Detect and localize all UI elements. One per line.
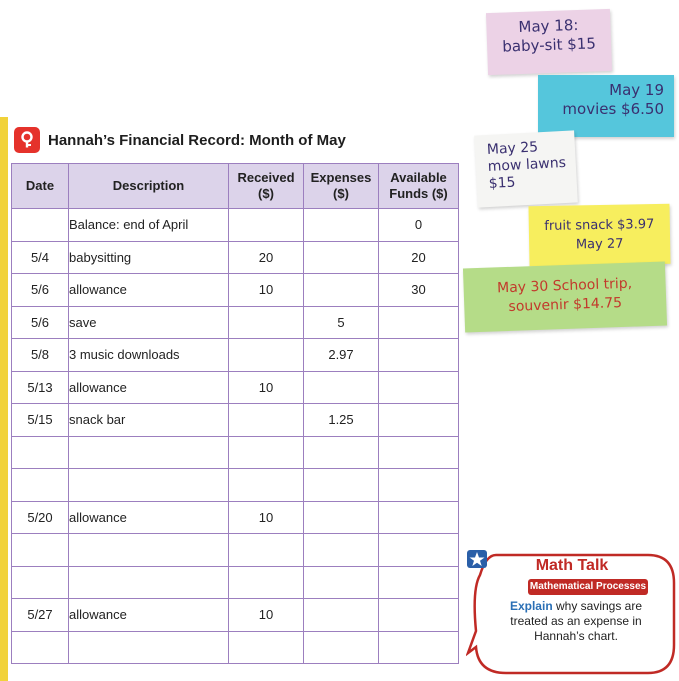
table-row bbox=[12, 274, 459, 307]
expenses-cell bbox=[304, 599, 379, 632]
note-line: May 27 bbox=[575, 236, 624, 253]
column-header-label: Funds ($) bbox=[389, 186, 448, 201]
column-header bbox=[12, 164, 69, 209]
math-talk-prompt bbox=[490, 599, 662, 644]
expenses-cell bbox=[304, 631, 379, 664]
note-line: souvenir $14.75 bbox=[508, 295, 623, 315]
column-header-label: Date bbox=[25, 178, 55, 193]
expenses-cell bbox=[304, 241, 379, 274]
received-cell: 10 bbox=[229, 501, 304, 534]
received-cell bbox=[229, 631, 304, 664]
received-cell bbox=[229, 209, 304, 242]
note-line: May 25 bbox=[486, 139, 539, 159]
table-row bbox=[12, 534, 459, 567]
math-talk-title: Math Talk bbox=[535, 557, 609, 574]
sticky-note-school-trip bbox=[463, 261, 667, 332]
received-cell: 10 bbox=[229, 371, 304, 404]
table-heading bbox=[14, 123, 346, 157]
math-talk-badge: Mathematical Processes bbox=[528, 579, 648, 595]
description-cell: allowance bbox=[69, 501, 229, 534]
description-cell: 3 music downloads bbox=[69, 339, 229, 372]
note-line: $15 bbox=[488, 174, 516, 192]
description-cell bbox=[69, 534, 229, 567]
table-row bbox=[12, 566, 459, 599]
funds-cell bbox=[379, 404, 459, 437]
received-cell bbox=[229, 534, 304, 567]
key-icon bbox=[14, 127, 40, 153]
description-cell bbox=[69, 631, 229, 664]
table-row bbox=[12, 469, 459, 502]
description-cell bbox=[69, 436, 229, 469]
received-cell bbox=[229, 339, 304, 372]
description-cell: snack bar bbox=[69, 404, 229, 437]
funds-cell bbox=[379, 469, 459, 502]
description-cell: allowance bbox=[69, 371, 229, 404]
description-cell: babysitting bbox=[69, 241, 229, 274]
note-line: mow lawns bbox=[487, 154, 567, 175]
funds-cell: 20 bbox=[379, 241, 459, 274]
date-cell bbox=[12, 209, 69, 242]
table-row bbox=[12, 631, 459, 664]
date-cell: 5/13 bbox=[12, 371, 69, 404]
math-talk-body: why savings are treated as an expense in Hannah’s chart. bbox=[510, 599, 643, 643]
funds-cell bbox=[379, 599, 459, 632]
received-cell: 20 bbox=[229, 241, 304, 274]
column-header-label: Received ($) bbox=[237, 170, 295, 201]
description-cell: allowance bbox=[69, 599, 229, 632]
date-cell: 5/20 bbox=[12, 501, 69, 534]
expenses-cell: 5 bbox=[304, 306, 379, 339]
sticky-note-babysit bbox=[486, 9, 612, 75]
table-row bbox=[12, 339, 459, 372]
sticky-note-fruit-snack bbox=[528, 204, 670, 266]
column-header bbox=[69, 164, 229, 209]
expenses-cell: 2.97 bbox=[304, 339, 379, 372]
date-cell bbox=[12, 631, 69, 664]
note-line: May 18: bbox=[518, 15, 579, 37]
funds-cell bbox=[379, 306, 459, 339]
received-cell bbox=[229, 469, 304, 502]
table-row bbox=[12, 241, 459, 274]
date-cell: 5/6 bbox=[12, 306, 69, 339]
received-cell bbox=[229, 306, 304, 339]
expenses-cell bbox=[304, 534, 379, 567]
funds-cell bbox=[379, 436, 459, 469]
received-cell bbox=[229, 404, 304, 437]
table-row bbox=[12, 501, 459, 534]
column-header-label: Expenses ($) bbox=[310, 170, 372, 201]
page-margin-strip bbox=[0, 117, 8, 681]
expenses-cell bbox=[304, 371, 379, 404]
received-cell bbox=[229, 566, 304, 599]
note-line: May 30 School trip, bbox=[496, 275, 633, 297]
date-cell: 5/4 bbox=[12, 241, 69, 274]
expenses-cell bbox=[304, 274, 379, 307]
description-cell: save bbox=[69, 306, 229, 339]
received-cell bbox=[229, 436, 304, 469]
funds-cell bbox=[379, 371, 459, 404]
column-header-label: Available bbox=[390, 170, 447, 185]
note-line: May 19 bbox=[609, 81, 664, 99]
sticky-note-lawns bbox=[474, 130, 578, 207]
date-cell: 5/6 bbox=[12, 274, 69, 307]
description-cell bbox=[69, 469, 229, 502]
expenses-cell bbox=[304, 469, 379, 502]
table-row bbox=[12, 599, 459, 632]
date-cell bbox=[12, 566, 69, 599]
funds-cell: 30 bbox=[379, 274, 459, 307]
expenses-cell: 1.25 bbox=[304, 404, 379, 437]
table-header-row bbox=[12, 164, 459, 209]
math-talk-callout bbox=[466, 549, 678, 677]
note-line: baby-sit $15 bbox=[502, 34, 597, 56]
table-row bbox=[12, 371, 459, 404]
column-header bbox=[304, 164, 379, 209]
funds-cell: 0 bbox=[379, 209, 459, 242]
date-cell: 5/27 bbox=[12, 599, 69, 632]
financial-record-table bbox=[11, 163, 459, 664]
date-cell: 5/15 bbox=[12, 404, 69, 437]
math-talk-explain: Explain bbox=[509, 599, 553, 613]
date-cell bbox=[12, 469, 69, 502]
note-line: movies $6.50 bbox=[562, 100, 664, 118]
column-header-label: Description bbox=[112, 178, 185, 193]
table-row bbox=[12, 436, 459, 469]
column-header bbox=[229, 164, 304, 209]
heading-title: Hannah’s Financial Record: Month of May bbox=[48, 131, 346, 149]
sticky-note-movies bbox=[538, 75, 674, 137]
expenses-cell bbox=[304, 209, 379, 242]
date-cell bbox=[12, 436, 69, 469]
expenses-cell bbox=[304, 566, 379, 599]
table-row bbox=[12, 404, 459, 437]
funds-cell bbox=[379, 534, 459, 567]
table-row bbox=[12, 306, 459, 339]
description-cell bbox=[69, 566, 229, 599]
received-cell: 10 bbox=[229, 599, 304, 632]
note-line: fruit snack $3.97 bbox=[544, 217, 655, 234]
texas-star-icon bbox=[466, 549, 488, 569]
funds-cell bbox=[379, 339, 459, 372]
funds-cell bbox=[379, 566, 459, 599]
table-row bbox=[12, 209, 459, 242]
funds-cell bbox=[379, 501, 459, 534]
date-cell bbox=[12, 534, 69, 567]
expenses-cell bbox=[304, 501, 379, 534]
received-cell: 10 bbox=[229, 274, 304, 307]
date-cell: 5/8 bbox=[12, 339, 69, 372]
column-header bbox=[379, 164, 459, 209]
table-body bbox=[12, 209, 459, 664]
expenses-cell bbox=[304, 436, 379, 469]
description-cell: allowance bbox=[69, 274, 229, 307]
description-cell: Balance: end of April bbox=[69, 209, 229, 242]
funds-cell bbox=[379, 631, 459, 664]
